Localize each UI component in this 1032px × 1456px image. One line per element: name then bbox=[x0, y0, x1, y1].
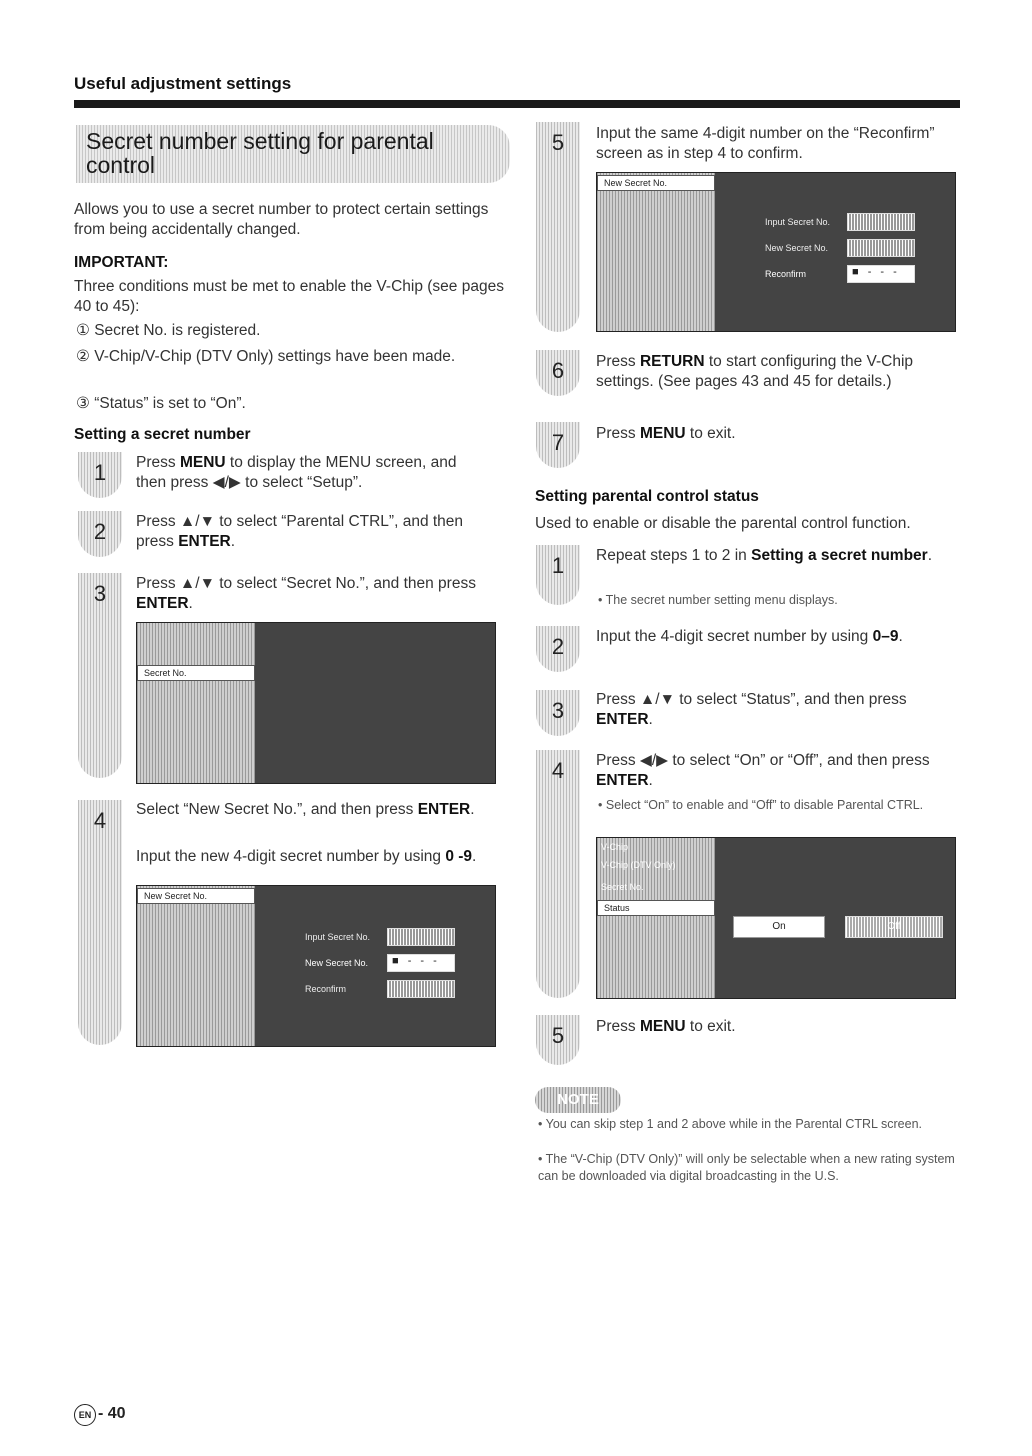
step-1-text: Press MENU to display the MENU screen, and then press ◀/▶ to select “Setup”. bbox=[136, 454, 457, 491]
condition-2: ② V-Chip/V-Chip (DTV Only) settings have been made. bbox=[76, 348, 456, 365]
new-secret-entry: ■ - - - bbox=[387, 954, 455, 972]
ps-step-badge-5: 5 bbox=[536, 1015, 580, 1065]
step-7-text: Press MENU to exit. bbox=[596, 425, 736, 442]
screen-menu-column bbox=[137, 623, 255, 783]
menu-status: Status bbox=[597, 900, 715, 916]
note-item-1: • You can skip step 1 and 2 above while in the Parental CTRL screen. bbox=[538, 1117, 923, 1131]
step-2-text: Press ▲/▼ to select “Parental CTRL”, and then press ENTER. bbox=[136, 513, 464, 550]
step-5-text: Input the same 4-digit number on the “Reconfirm” screen as in step 4 to confirm. bbox=[596, 125, 935, 162]
label-new-secret: New Secret No. bbox=[765, 243, 829, 253]
input-secret-field bbox=[387, 928, 455, 946]
step-badge-2: 2 bbox=[78, 511, 122, 557]
screen-new-secret bbox=[136, 885, 496, 1047]
menu-vchip: V-Chip bbox=[601, 842, 629, 852]
ps-step-4-text: Press ◀/▶ to select “On” or “Off”, and then press ENTER. bbox=[596, 752, 930, 789]
section-title: Useful adjustment settings bbox=[74, 74, 292, 93]
screen-reconfirm bbox=[596, 172, 956, 332]
reconfirm-entry: ■ - - - bbox=[847, 265, 915, 283]
language-icon: EN bbox=[74, 1404, 96, 1426]
note-item-2: • The “V-Chip (DTV Only)” will only be selectable when a new rating system can be downloaded via digital broadcasting in the U.S. bbox=[538, 1152, 955, 1183]
note-badge: NOTE bbox=[535, 1087, 621, 1113]
label-new-secret: New Secret No. bbox=[305, 958, 369, 968]
menu-item-secret-no: Secret No. bbox=[137, 665, 255, 681]
condition-1: ① Secret No. is registered. bbox=[76, 322, 261, 339]
step-4-text: Select “New Secret No.”, and then press ENTER. bbox=[136, 801, 475, 818]
menu-secret-no: Secret No. bbox=[601, 882, 644, 892]
step-6-text: Press RETURN to start configuring the V-Chip settings. (See pages 43 and 45 for details.) bbox=[596, 353, 914, 390]
important-text: Three conditions must be met to enable the V-Chip (see pages 40 to 45): bbox=[74, 278, 504, 315]
ps-step-badge-3: 3 bbox=[536, 690, 580, 736]
screen-title: New Secret No. bbox=[137, 888, 255, 904]
label-reconfirm: Reconfirm bbox=[765, 269, 807, 279]
ps-step-1-text: Repeat steps 1 to 2 in Setting a secret number. bbox=[596, 547, 932, 564]
step-3-text: Press ▲/▼ to select “Secret No.”, and then press ENTER. bbox=[136, 575, 476, 612]
screen-secret-no bbox=[136, 622, 496, 784]
intro-text: Allows you to use a secret number to protect certain settings from being accidentally changed. bbox=[74, 201, 489, 238]
important-heading: IMPORTANT: bbox=[74, 254, 169, 271]
label-input-secret: Input Secret No. bbox=[765, 217, 831, 227]
ps-step-4-bullet: • Select “On” to enable and “Off” to disable Parental CTRL. bbox=[598, 798, 924, 812]
page-number: EN - 40 bbox=[74, 1404, 126, 1426]
ps-step-badge-4: 4 bbox=[536, 750, 580, 998]
new-secret-field bbox=[847, 239, 915, 257]
parental-status-intro: Used to enable or disable the parental control function. bbox=[535, 515, 911, 532]
step-4-text-b: Input the new 4-digit secret number by using 0 -9. bbox=[136, 848, 477, 865]
ps-step-badge-1: 1 bbox=[536, 545, 580, 605]
step-badge-3: 3 bbox=[78, 573, 122, 778]
screen-title: New Secret No. bbox=[597, 175, 715, 191]
step-badge-6: 6 bbox=[536, 350, 580, 396]
header-rule bbox=[74, 100, 960, 108]
ps-step-5-text: Press MENU to exit. bbox=[596, 1018, 736, 1035]
step-badge-5: 5 bbox=[536, 122, 580, 332]
label-reconfirm: Reconfirm bbox=[305, 984, 347, 994]
ps-step-3-text: Press ▲/▼ to select “Status”, and then press ENTER. bbox=[596, 691, 907, 728]
step-badge-4: 4 bbox=[78, 800, 122, 1045]
page-title-banner bbox=[76, 125, 510, 183]
ps-step-badge-2: 2 bbox=[536, 626, 580, 672]
ps-step-2-text: Input the 4-digit secret number by using 0–9. bbox=[596, 628, 903, 645]
condition-3: ③ “Status” is set to “On”. bbox=[76, 395, 246, 412]
option-on: On bbox=[733, 916, 825, 938]
reconfirm-field bbox=[387, 980, 455, 998]
parental-status-heading: Setting parental control status bbox=[535, 488, 759, 505]
ps-step-1-bullet: • The secret number setting menu displays. bbox=[598, 593, 838, 607]
step-badge-1: 1 bbox=[78, 452, 122, 498]
label-input-secret: Input Secret No. bbox=[305, 932, 371, 942]
step-badge-7: 7 bbox=[536, 422, 580, 468]
menu-vchip-dtv: V-Chip (DTV Only) bbox=[601, 860, 676, 870]
page-title: Secret number setting for parental control bbox=[86, 128, 434, 178]
input-secret-field bbox=[847, 213, 915, 231]
screen-status bbox=[596, 837, 956, 999]
option-off: Off bbox=[845, 916, 943, 938]
setting-secret-heading: Setting a secret number bbox=[74, 426, 251, 443]
